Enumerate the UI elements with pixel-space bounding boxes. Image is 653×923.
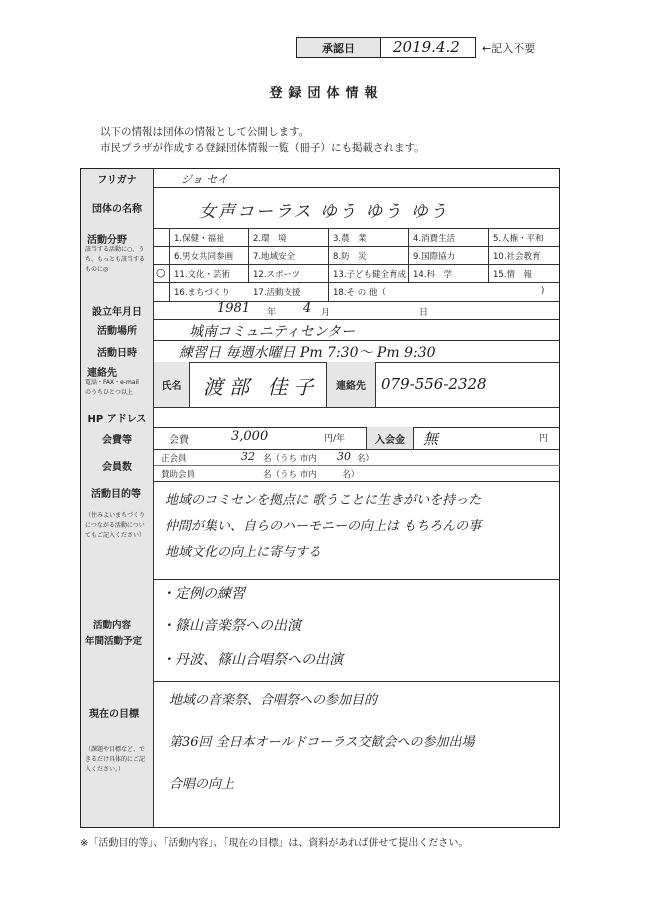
purpose-label: 活動目的等 [91,489,141,500]
established-day-unit: 日 [419,308,429,318]
name-label: 氏名 [154,362,189,407]
regular-member-text1: 名（うち 市内 [263,454,317,464]
intro-line-2: 市民プラザが作成する登録団体情報一覧（冊子）にも掲載されます。 [100,142,425,154]
activity-option-6[interactable]: 6.男女共同参画 [174,252,234,262]
entry-fee-label: 入会金 [367,427,413,449]
activity-option-5[interactable]: 5.人権・平和 [493,234,544,244]
activity-field-title: 活動分野 [87,235,127,246]
place-label: 活動場所 [81,319,153,340]
contact-label-cell [81,362,153,407]
activity-label-1: 活動内容 [93,620,132,631]
entry-fee-value[interactable]: 無 [423,430,439,448]
established-month-unit: 月 [321,308,331,318]
members-label: 会員数 [81,449,153,481]
activity-option-12[interactable]: 12.スポーツ [253,270,301,280]
activity-field-note: 該当する活動に○、うち、もっとも該当するものに◎ [85,246,146,273]
support-member-label: 賛助会員 [161,470,196,480]
activity-field-label [81,228,153,301]
activity-option-1[interactable]: 1.保健・福祉 [174,234,225,244]
regular-member-count[interactable]: 32 [241,450,255,463]
fee-unit: 円/年 [324,434,346,444]
purpose-line-1[interactable]: 地域のコミセンを拠点に 歌うことに生きがいを持った [165,493,482,508]
goal-line-3[interactable]: 合唱の向上 [169,777,235,792]
activity-option-8[interactable]: 8.防 災 [333,252,367,262]
activity-option-11[interactable]: 11.文化・芸術 [174,270,231,280]
activity-option-18[interactable]: 18.そ の 他（ [333,288,386,298]
purpose-line-2[interactable]: 仲間が集い、自らのハーモニーの向上は もちろんの事 [165,519,482,534]
entry-fee-unit: 円 [539,434,549,444]
selected-mark[interactable]: ○ [156,266,166,279]
activity-option-10[interactable]: 10.社会教育 [493,252,541,262]
established-year-unit: 年 [267,308,277,318]
established-label: 設立年月日 [81,301,153,319]
fee-value[interactable]: 3,000 [231,429,269,444]
approval-label: 承認日 [297,38,381,57]
group-name-value[interactable]: 女声コーラス ゆう ゆう ゆう [199,202,449,222]
furigana-value[interactable]: ジョ セイ [181,173,228,186]
goal-note: （課題や目標など、できるだけ具体的にご記入ください。） [85,746,146,773]
activity-line-1[interactable]: ・定例の練習 [161,586,245,602]
activity-other-close: ) [541,286,545,296]
activity-option-15[interactable]: 15.情 報 [493,270,533,280]
goal-line-1[interactable]: 地域の音楽祭、合唱祭への参加目的 [169,693,378,708]
intro-line-1: 以下の情報は団体の情報として公開します。 [100,126,310,138]
regular-member-city[interactable]: 30 [337,450,351,463]
activity-option-2[interactable]: 2.環 境 [253,234,287,244]
established-year[interactable]: 1981 [217,301,251,316]
purpose-label-cell [81,481,153,579]
activity-option-3[interactable]: 3.農 業 [333,234,367,244]
contact-value[interactable]: 079-556-2328 [381,375,487,393]
activity-option-4[interactable]: 4.消費生活 [413,234,456,244]
footnote: ※「活動目的等」、「活動内容」、「現在の目標」は、資料があれば併せて提出ください。 [80,838,469,849]
place-value[interactable]: 城南コミュニティセンター [189,324,356,340]
activity-line-3[interactable]: ・丹波、篠山合唱祭への出演 [161,652,343,668]
contact-to-label: 連絡先 [327,362,375,407]
activity-option-9[interactable]: 9.国際協力 [413,252,456,262]
contact-label: 連絡先 [87,368,117,379]
group-name-label: 団体の名称 [81,187,153,228]
fee-sub-label: 会費 [169,435,189,446]
activity-label-cell [81,579,153,681]
activity-option-16[interactable]: 16.まちづくり [174,288,230,298]
activity-option-17[interactable]: 17.活動支援 [253,288,301,298]
support-member-text: 名（うち 市内 名） [263,470,360,480]
regular-member-label: 正会員 [161,454,187,464]
activity-line-2[interactable]: ・篠山音楽祭への出演 [161,618,301,634]
approval-box [296,37,476,58]
registration-form [80,168,560,828]
activity-field-grid [153,228,559,301]
approval-date: 2019.4.2 [393,38,460,56]
goal-label-cell [81,681,153,827]
purpose-line-3[interactable]: 地域文化の向上に寄与する [165,545,322,560]
activity-option-14[interactable]: 14.科 学 [413,270,453,280]
activity-option-7[interactable]: 7.地域安全 [253,252,296,262]
activity-option-13[interactable]: 13.子ども健全育成 [333,270,407,280]
datetime-label: 活動日時 [81,340,153,362]
approval-note: ←記入不要 [482,42,536,55]
hp-label: HP アドレス [81,407,153,427]
regular-member-text2: 名） [357,454,375,464]
fee-label: 会費等 [81,427,153,449]
purpose-note: （住みよいまちづくりにつながる活動についてもご記入ください） [85,512,146,539]
goal-label: 現在の目標 [89,709,139,720]
contact-note: 電話・FAX・e-mail のうちひとつ以上 [85,379,139,396]
page-title: 登録団体情報 [269,86,384,101]
name-value[interactable]: 渡部 佳子 [203,375,320,399]
activity-label-2: 年間活動予定 [85,636,143,647]
goal-line-2[interactable]: 第36回 全日本オールドコーラス交歓会への参加出場 [169,735,475,750]
established-month[interactable]: 4 [303,301,312,316]
furigana-label: フリガナ [81,169,153,187]
datetime-value[interactable]: 練習日 毎週水曜日 Pm 7:30〜 Pm 9:30 [179,345,436,361]
